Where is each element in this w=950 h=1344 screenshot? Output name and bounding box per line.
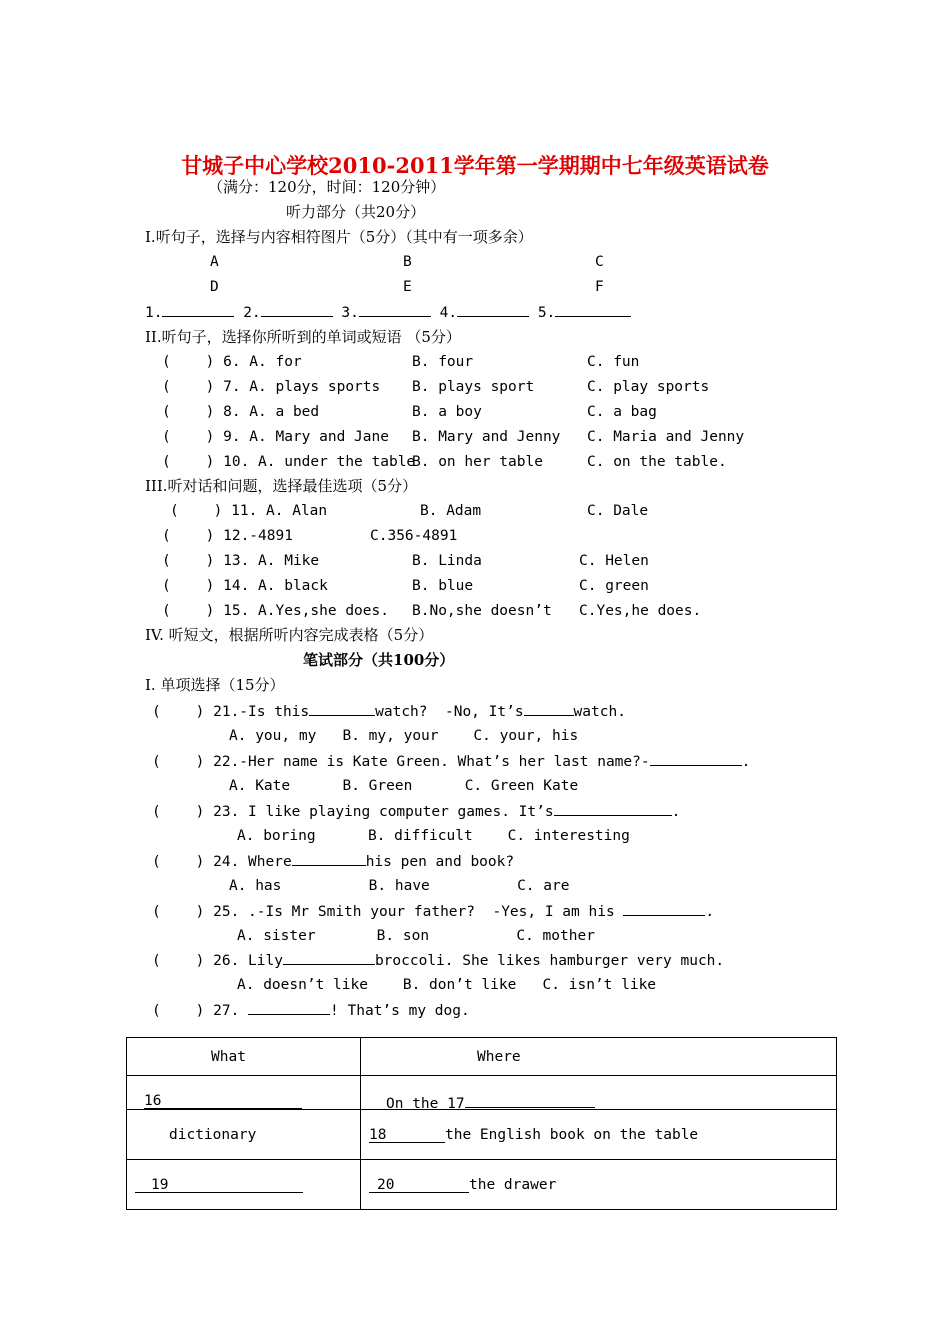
blank-17-label: On the 17 [386, 1096, 465, 1112]
q13-option-c: C. Helen [579, 553, 649, 569]
q13-stem: ( ) 13. A. Mike [162, 553, 320, 569]
q25-text-b: . [705, 904, 715, 920]
table-cell [361, 1110, 837, 1160]
blank-19-label: 19 [151, 1177, 169, 1193]
q11-stem: ( ) 11. A. Alan [170, 503, 328, 519]
blank-16-label: 16 [144, 1093, 162, 1109]
q15-option-c: C.Yes,he does. [579, 603, 702, 619]
q15-stem: ( ) 15. A.Yes,she does. [162, 603, 389, 619]
q11-option-b: B. Adam [420, 503, 482, 519]
q6-option-b: B. four [412, 354, 474, 370]
q9-option-b: B. Mary and Jenny [412, 429, 561, 445]
table-cell [127, 1160, 361, 1210]
pic-label-b: B [403, 254, 412, 270]
blank-label: 2. [243, 305, 261, 321]
q24-stem [152, 851, 514, 872]
table-cell [361, 1160, 837, 1210]
table-cell-where [361, 1038, 837, 1076]
q6-stem: ( ) 6. A. for [162, 354, 302, 370]
blank-label: 1. [145, 305, 163, 321]
q21-text-b: watch? -No, It’s [375, 704, 524, 720]
table-row [127, 1160, 837, 1210]
table-header-what: What [211, 1049, 246, 1065]
q25-blank[interactable] [623, 901, 705, 916]
w1-heading: I. 单项选择（15分） [145, 676, 285, 694]
q23-text-b: . [671, 804, 681, 820]
table-cell [127, 1110, 361, 1160]
q25-stem [152, 901, 714, 922]
q22-blank[interactable] [650, 751, 742, 766]
pic-label-a: A [210, 254, 219, 270]
q12-stem: ( ) 12.-4891 [162, 528, 293, 544]
listening-table [126, 1037, 837, 1210]
table-cell-value: the drawer [469, 1177, 557, 1193]
q23-stem [152, 801, 680, 822]
q9-option-c: C. Maria and Jenny [587, 429, 745, 445]
q24-text-b: his pen and book? [365, 854, 515, 870]
q7-stem: ( ) 7. A. plays sports [162, 379, 381, 395]
q27-text-b: ! That’s my dog. [330, 1003, 470, 1019]
s1-heading: I.听句子，选择与内容相符图片（5分）（其中有一项多余） [145, 228, 533, 246]
q7-option-c: C. play sports [587, 379, 710, 395]
table-row [127, 1110, 837, 1160]
q26-stem [152, 950, 724, 971]
pic-label-c: C [595, 254, 604, 270]
table-header-where: Where [477, 1049, 521, 1065]
q23-options: A. boring B. difficult C. interesting [237, 828, 630, 844]
q23-text-a: ( ) 23. I like playing computer games. It’s [152, 804, 554, 820]
q22-options: A. Kate B. Green C. Green Kate [229, 778, 579, 794]
q27-text-a: ( ) 27. [152, 1003, 240, 1019]
q26-text-b: broccoli. She likes hamburger very much. [374, 953, 725, 969]
blank-16[interactable] [144, 1093, 302, 1109]
q10-option-c: C. on the table. [587, 454, 727, 470]
blank-label: 3. [341, 305, 359, 321]
blank-17[interactable] [465, 1093, 595, 1108]
pic-label-d: D [210, 279, 219, 295]
q10-stem: ( ) 10. A. under the table [162, 454, 416, 470]
q25-text-a: ( ) 25. .-Is Mr Smith your father? -Yes, I am his [152, 904, 615, 920]
listening-section-header: 听力部分（共20分） [286, 203, 426, 221]
table-cell-value: the English book on the table [445, 1127, 699, 1143]
blank-line[interactable] [261, 302, 333, 317]
q25-options: A. sister B. son C. mother [237, 928, 595, 944]
blank-18-label: 18 [369, 1127, 387, 1143]
s4-heading: IV. 听短文，根据所听内容完成表格（5分） [145, 626, 434, 644]
table-cell [127, 1076, 361, 1110]
blank-18[interactable] [369, 1127, 445, 1143]
q6-option-c: C. fun [587, 354, 640, 370]
blank-20[interactable] [369, 1177, 469, 1193]
written-section-header: 笔试部分（共100分） [303, 651, 455, 669]
q27-blank[interactable] [248, 1000, 330, 1015]
answer-blanks-row [145, 302, 631, 323]
q26-blank[interactable] [283, 950, 375, 965]
pic-label-f: F [595, 279, 604, 295]
q26-text-a: ( ) 26. Lily [152, 953, 283, 969]
q21-stem [152, 701, 626, 722]
exam-title: 甘城子中心学校2010-2011学年第一学期期中七年级英语试卷 [181, 153, 769, 178]
q21-blank-2[interactable] [524, 701, 574, 716]
table-cell-what [127, 1038, 361, 1076]
q23-blank[interactable] [554, 801, 672, 816]
q14-option-c: C. green [579, 578, 649, 594]
q22-stem [152, 751, 750, 772]
blank-line[interactable] [457, 302, 529, 317]
q24-options: A. has B. have C. are [229, 878, 570, 894]
q27-stem [152, 1000, 470, 1021]
table-cell-text: dictionary [169, 1127, 257, 1143]
table-cell-text [369, 1177, 556, 1193]
q13-option-b: B. Linda [412, 553, 482, 569]
q22-text-b: . [741, 754, 751, 770]
q22-text-a: ( ) 22.-Her name is Kate Green. What’s her last name?- [152, 754, 650, 770]
blank-label: 4. [439, 305, 458, 321]
q24-blank[interactable] [292, 851, 366, 866]
q21-text-c: watch. [573, 704, 626, 720]
q21-blank-1[interactable] [309, 701, 375, 716]
blank-line[interactable] [555, 302, 631, 317]
blank-19[interactable] [135, 1177, 303, 1193]
s2-heading: II.听句子，选择你所听到的单词或短语 （5分） [145, 328, 461, 346]
q8-stem: ( ) 8. A. a bed [162, 404, 320, 420]
table-row [127, 1076, 837, 1110]
q11-option-c: C. Dale [587, 503, 649, 519]
table-cell-text [369, 1127, 698, 1143]
table-cell [361, 1076, 837, 1110]
q14-stem: ( ) 14. A. black [162, 578, 328, 594]
q26-options: A. doesn’t like B. don’t like C. isn’t like [237, 977, 657, 993]
q24-text-a: ( ) 24. Where [152, 854, 292, 870]
q10-option-b: B. on her table [412, 454, 543, 470]
s3-heading: III.听对话和问题，选择最佳选项（5分） [145, 477, 418, 495]
q7-option-b: B. plays sport [412, 379, 535, 395]
q8-option-b: B. a boy [412, 404, 482, 420]
blank-line[interactable] [162, 302, 234, 317]
q12-option: C.356-4891 [370, 528, 458, 544]
blank-line[interactable] [359, 302, 431, 317]
blank-label: 5. [537, 305, 556, 321]
q21-text-a: ( ) 21.-Is this [152, 704, 310, 720]
exam-meta: （满分：120分，时间：120分钟） [208, 178, 446, 196]
table-header-row [127, 1038, 837, 1076]
q9-stem: ( ) 9. A. Mary and Jane [162, 429, 389, 445]
q8-option-c: C. a bag [587, 404, 657, 420]
q21-options: A. you, my B. my, your C. your, his [229, 728, 579, 744]
blank-20-label: 20 [377, 1177, 395, 1193]
pic-label-e: E [403, 279, 412, 295]
q14-option-b: B. blue [412, 578, 474, 594]
q15-option-b: B.No,she doesn’t [412, 603, 552, 619]
